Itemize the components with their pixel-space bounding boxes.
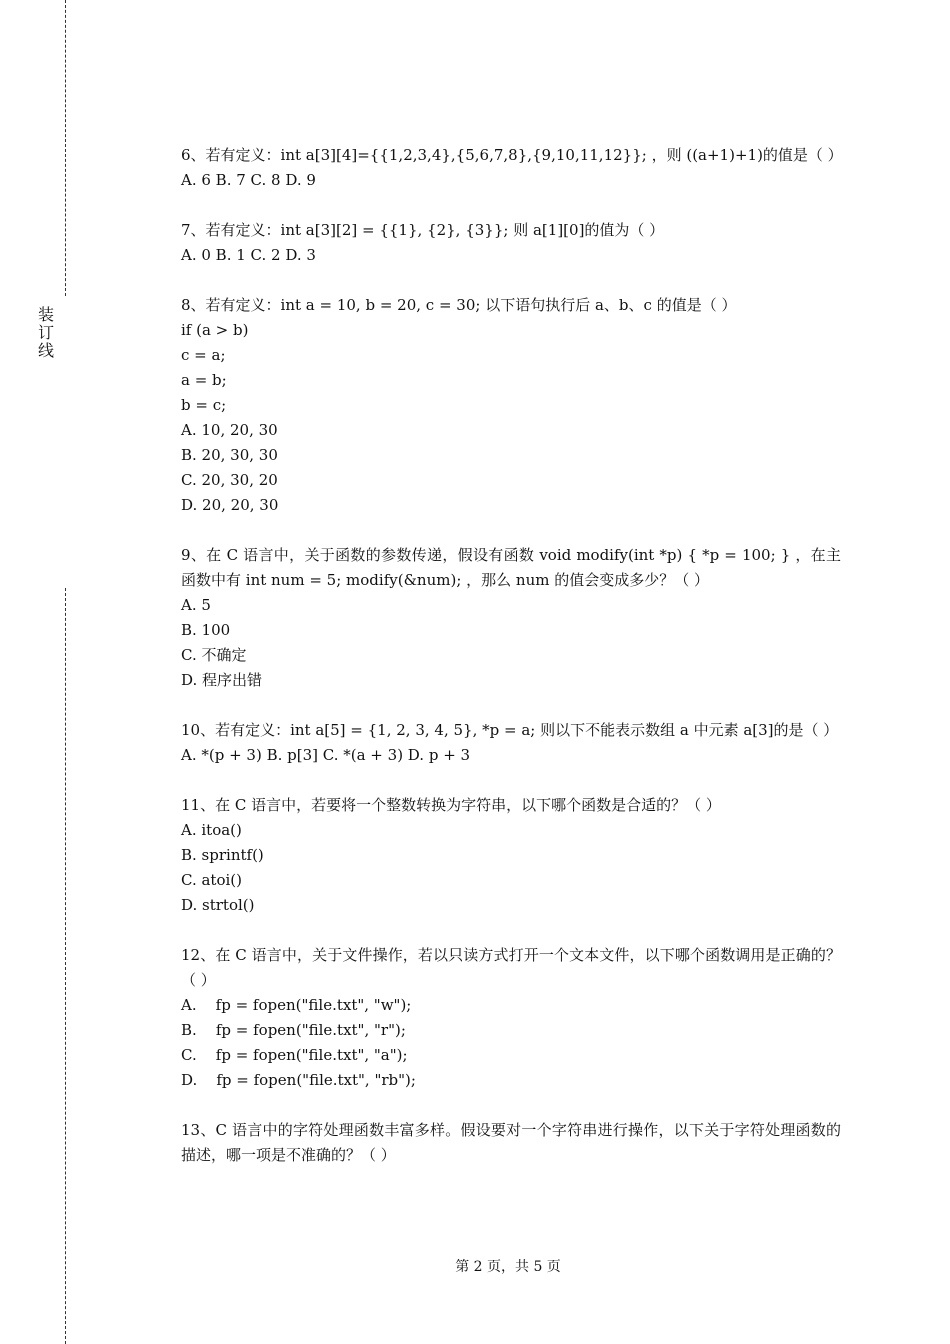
question-8 (181, 293, 841, 518)
question-option: A. fp = fopen("file.txt", "w"); (181, 996, 412, 1014)
binding-char: 订 (37, 323, 54, 342)
question-option: A. 0 B. 1 C. 2 D. 3 (181, 246, 316, 264)
code-line: a = b; (181, 371, 227, 389)
question-stem: 11、在 C 语言中，若要将一个整数转换为字符串，以下哪个函数是合适的？（ ） (181, 796, 721, 814)
question-13 (181, 1118, 841, 1168)
question-option: B. 20, 30, 30 (181, 446, 278, 464)
question-option: A. *(p + 3) B. p[3] C. *(a + 3) D. p + 3 (181, 746, 471, 764)
question-option: A. 6 B. 7 C. 8 D. 9 (181, 171, 316, 189)
question-option: C. 不确定 (181, 646, 247, 664)
question-option: D. 20, 20, 30 (181, 496, 279, 514)
question-6 (181, 143, 841, 193)
question-option: A. itoa() (181, 821, 242, 839)
question-11 (181, 793, 841, 918)
question-stem: 13、C 语言中的字符处理函数丰富多样。假设要对一个字符串进行操作，以下关于字符处理函数的描述，哪一项是不准确的？（ ） (181, 1121, 841, 1164)
binding-label (36, 306, 56, 360)
question-10 (181, 718, 841, 768)
question-stem: 9、在 C 语言中，关于函数的参数传递，假设有函数 void modify(int *p) { *p = 100; } ，在主函数中有 int num = 5; modify(&num); ，那么 num 的值会变成多少？（ ） (181, 546, 841, 589)
question-option: C. fp = fopen("file.txt", "a"); (181, 1046, 408, 1064)
question-option: D. fp = fopen("file.txt", "rb"); (181, 1071, 416, 1089)
question-option: A. 10, 20, 30 (181, 421, 278, 439)
question-option: C. 20, 30, 20 (181, 471, 278, 489)
question-stem: 10、若有定义：int a[5] = {1, 2, 3, 4, 5}, *p = a; 则以下不能表示数组 a 中元素 a[3]的是（ ） (181, 721, 839, 739)
binding-char: 线 (37, 341, 54, 360)
question-stem: 8、若有定义：int a = 10, b = 20, c = 30; 以下语句执行后 a、b、c 的值是（ ） (181, 296, 737, 314)
binding-line-top (65, 0, 66, 296)
question-option: D. 程序出错 (181, 671, 263, 689)
question-7 (181, 218, 841, 268)
question-stem: 6、若有定义：int a[3][4]={{1,2,3,4},{5,6,7,8},{9,10,11,12}}; ，则 ((a+1)+1)的值是（ ） (181, 146, 843, 164)
question-stem: 7、若有定义：int a[3][2] = {{1}, {2}, {3}}; 则 a[1][0]的值为（ ） (181, 221, 665, 239)
question-option: D. strtol() (181, 896, 255, 914)
question-list (181, 143, 841, 1193)
page-footer: 第 2 页，共 5 页 (455, 1259, 561, 1275)
question-option: B. sprintf() (181, 846, 264, 864)
binding-char: 装 (37, 305, 54, 324)
code-line: b = c; (181, 396, 227, 414)
question-option: C. atoi() (181, 871, 242, 889)
code-line: if (a > b) (181, 321, 249, 339)
question-option: B. 100 (181, 621, 231, 639)
question-option: B. fp = fopen("file.txt", "r"); (181, 1021, 406, 1039)
question-stem: 12、在 C 语言中，关于文件操作，若以只读方式打开一个文本文件，以下哪个函数调用是正确的？（ ） (181, 946, 841, 989)
binding-line-bottom (65, 588, 66, 1344)
question-12 (181, 943, 841, 1093)
code-line: c = a; (181, 346, 226, 364)
question-option: A. 5 (181, 596, 211, 614)
question-9 (181, 543, 841, 693)
